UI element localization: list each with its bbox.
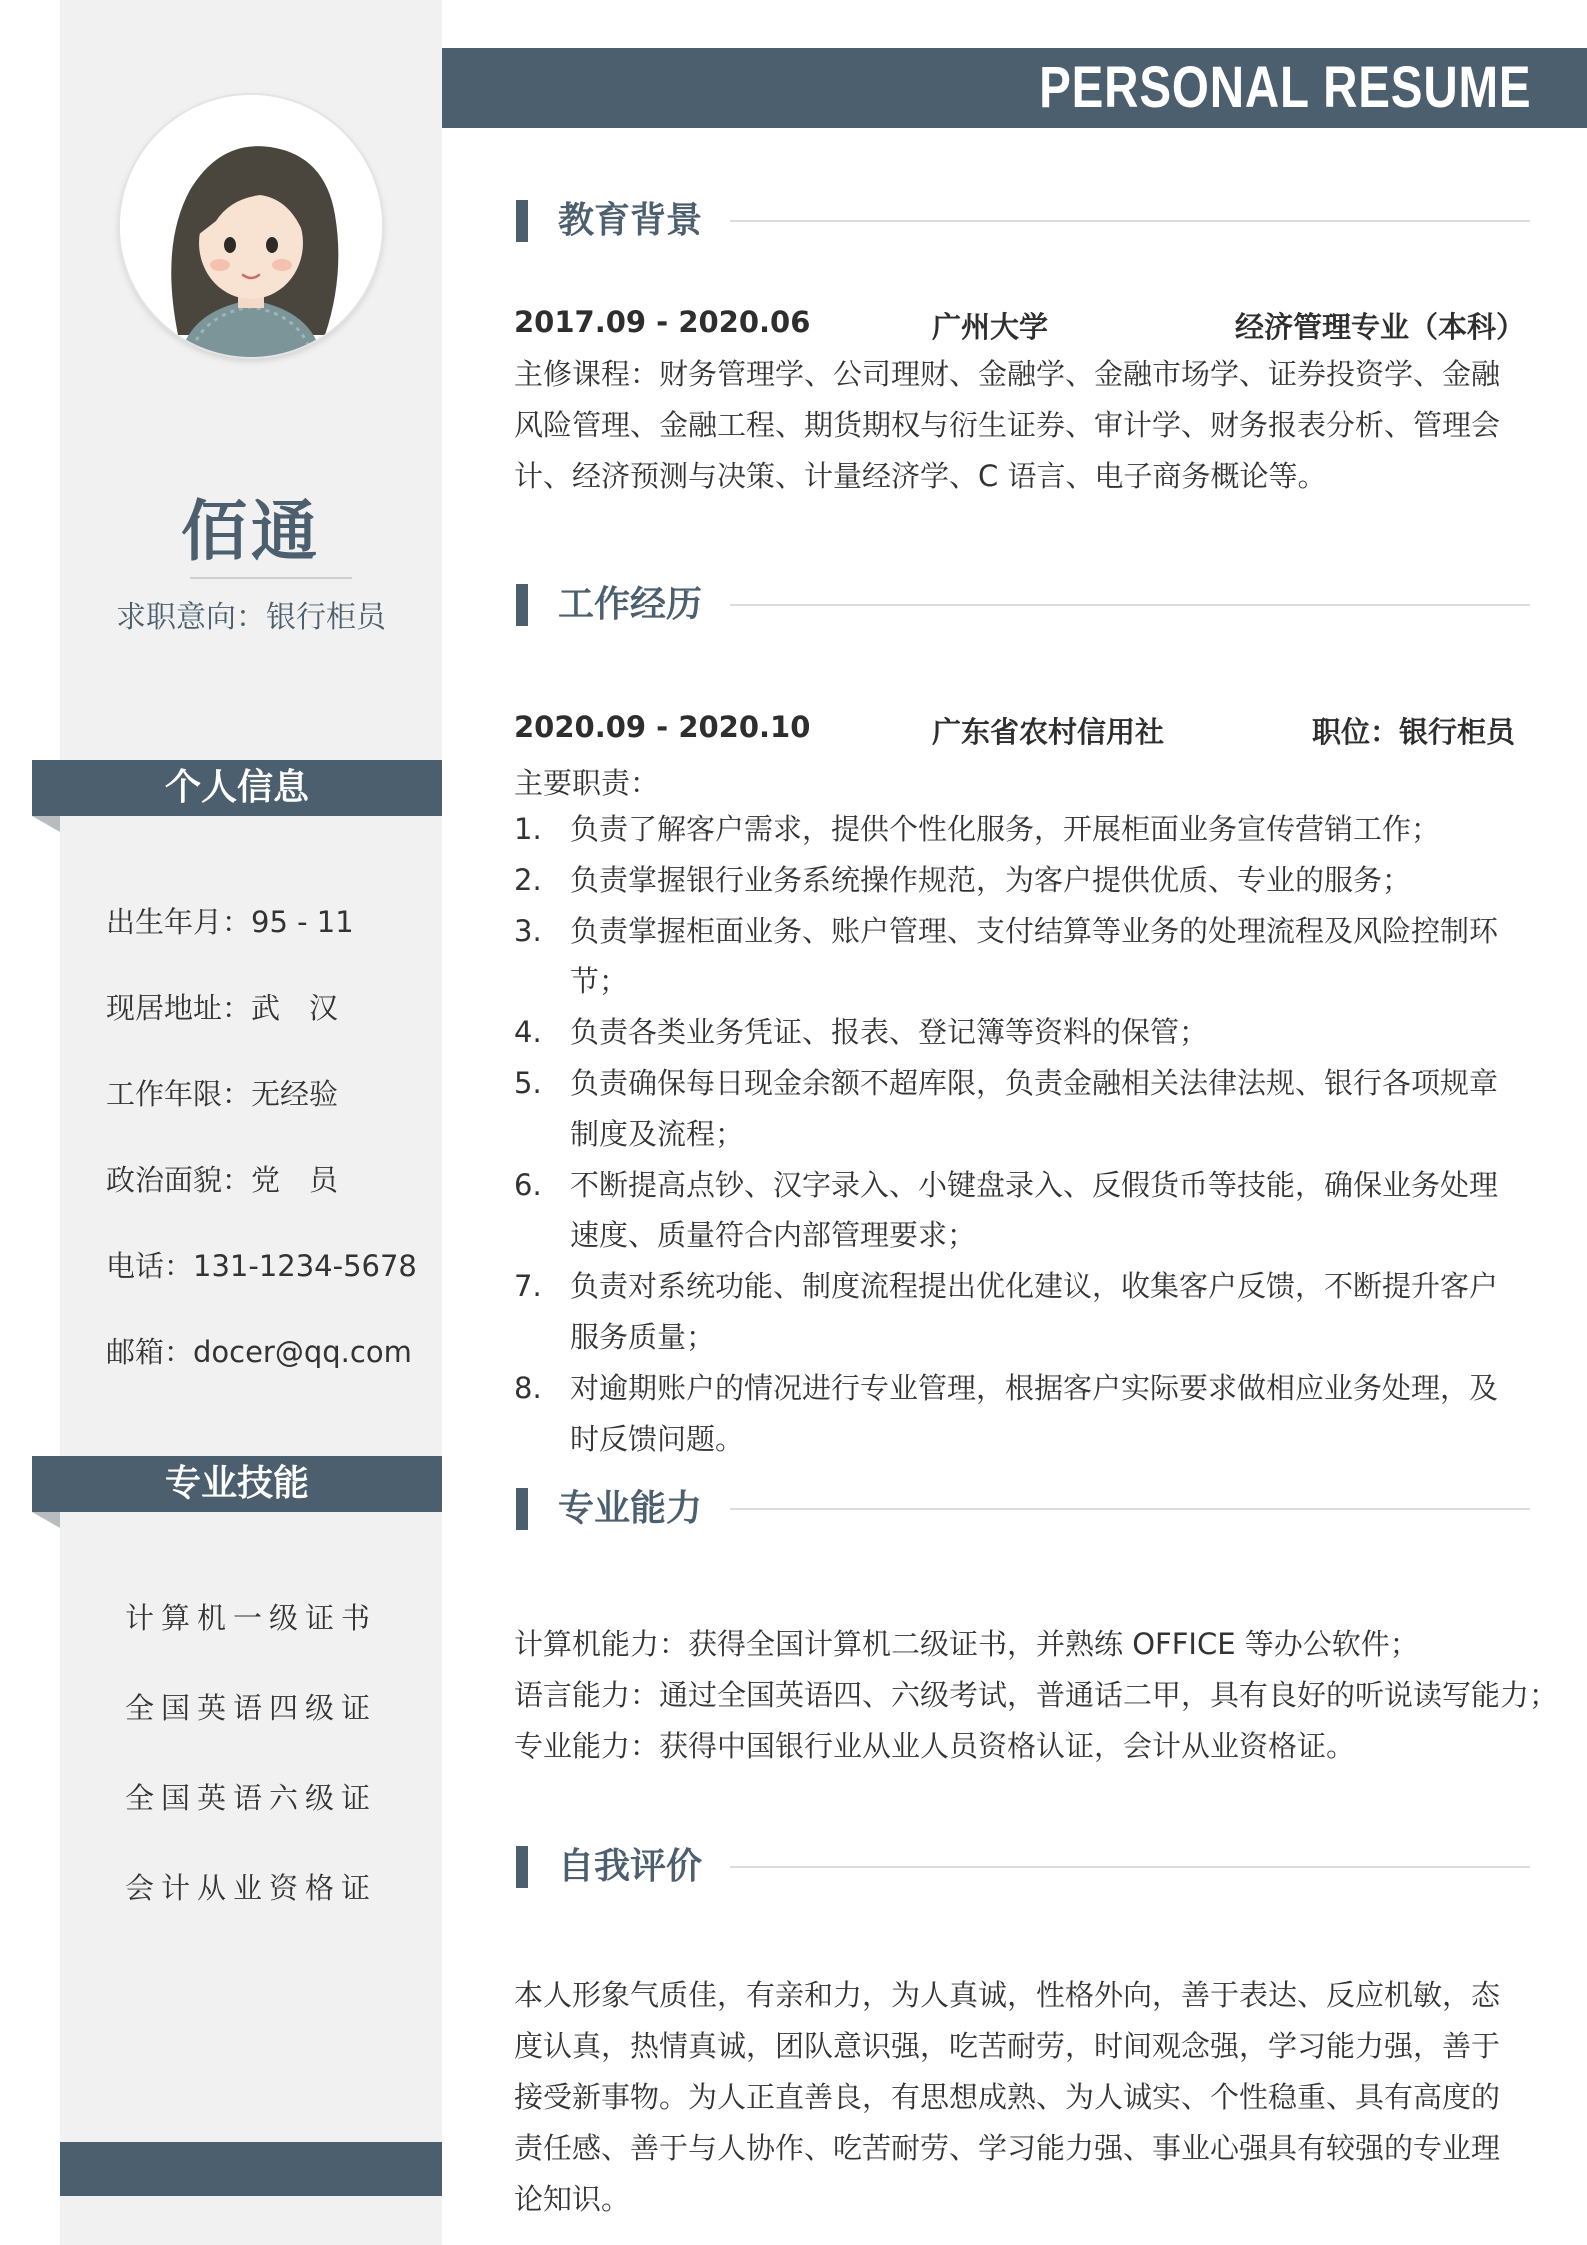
list-item: [514, 1261, 1526, 1363]
section-divider: [730, 1508, 1530, 1510]
self-eval-text: 本人形象气质佳，有亲和力，为人真诚，性格外向，善于表达、反应机敏，态度认真，热情真诚，团队意识强，吃苦耐劳，时间观念强，学习能力强，善于接受新事物。为人正直善良，有思想成熟、为人诚实、个性稳重、具有高度的责任感、善于与人协作、吃苦耐劳、学习能力强、事业心强具有较强的专业理论知识。: [514, 1978, 1501, 2216]
page-title: PERSONAL RESUME: [1038, 55, 1531, 120]
info-address: 现居地址：武 汉: [106, 991, 339, 1025]
section-abilities: [516, 1486, 1530, 1532]
list-item-text: 负责各类业务凭证、报表、登记簿等资料的保管；: [570, 1015, 1209, 1050]
section-marker: [516, 584, 528, 626]
list-item-text: 负责对系统功能、制度流程提出优化建议，收集客户反馈，不断提升客户服务质量；: [570, 1269, 1499, 1354]
education-courses: 主修课程：财务管理学、公司理财、金融学、金融市场学、证券投资学、金融风险管理、金融工程、期货期权与衍生证券、审计学、财务报表分析、管理会计、经济预测与决策、计量经济学、C 语言、电子商务概论等。: [514, 357, 1501, 493]
list-item-number: 4.: [514, 1015, 542, 1050]
list-item-number: 7.: [514, 1269, 542, 1304]
skill-item: 会计从业资格证: [124, 1871, 377, 1905]
personal-info-heading: [32, 760, 442, 816]
list-item-text: 负责了解客户需求，提供个性化服务，开展柜面业务宣传营销工作；: [570, 812, 1441, 846]
ribbon-fold: [32, 816, 60, 832]
section-abilities-title: 专业能力: [558, 1488, 703, 1529]
profile-name: 佰通: [181, 493, 321, 570]
skill-item: 计算机一级证书: [124, 1601, 377, 1635]
info-political: 政治面貌：党 员: [106, 1163, 339, 1197]
list-item-number: 1.: [514, 812, 542, 846]
info-birth: 出生年月：95 - 11: [106, 905, 354, 939]
list-item: [514, 855, 1526, 906]
work-company: 广东省农村信用社: [932, 715, 1165, 749]
sidebar-bottom-bar: [60, 2142, 442, 2196]
ability-line: 专业能力：获得中国银行业从业人员资格认证，会计从业资格证。: [514, 1729, 1356, 1763]
section-marker: [516, 1488, 528, 1530]
list-item-text: 负责确保每日现金余额不超库限，负责金融相关法律法规、银行各项规章制度及流程；: [570, 1065, 1499, 1151]
section-divider: [730, 220, 1530, 222]
ability-line: 计算机能力：获得全国计算机二级证书，并熟练 OFFICE 等办公软件；: [514, 1627, 1419, 1661]
header-bar: [442, 48, 1587, 128]
skill-item: 全国英语四级证: [124, 1691, 377, 1725]
list-item: [514, 1363, 1526, 1465]
section-divider: [730, 604, 1530, 606]
education-period: 2017.09 - 2020.06: [514, 305, 811, 339]
ribbon-fold: [32, 1512, 60, 1528]
list-item-number: 2.: [514, 862, 542, 897]
list-item-text: 对逾期账户的情况进行专业管理，根据客户实际要求做相应业务处理，及时反馈问题。: [570, 1370, 1499, 1456]
list-item-number: 3.: [514, 913, 542, 948]
section-self-eval: [516, 1844, 1530, 1890]
section-divider: [730, 1866, 1530, 1868]
avatar-illustration-icon: [120, 95, 382, 357]
skill-item: 全国英语六级证: [124, 1781, 377, 1815]
ability-line: 语言能力：通过全国英语四、六级考试，普通话二甲，具有良好的听说读写能力；: [514, 1678, 1559, 1712]
job-intent: 求职意向：银行柜员: [116, 600, 386, 635]
section-work: [516, 582, 1530, 628]
section-education-title: 教育背景: [558, 200, 703, 241]
education-major: 经济管理专业（本科）: [1234, 310, 1525, 344]
list-item-text: 不断提高点钞、汉字录入、小键盘录入、反假货币等技能，确保业务处理速度、质量符合内部管理要求；: [570, 1167, 1499, 1253]
list-item-text: 负责掌握柜面业务、账户管理、支付结算等业务的处理流程及风险控制环节；: [570, 913, 1499, 999]
list-item: [514, 906, 1526, 1008]
education-school: 广州大学: [932, 310, 1049, 344]
skills-heading: [32, 1456, 442, 1512]
list-item-text: 负责掌握银行业务系统操作规范，为客户提供优质、专业的服务；: [570, 862, 1412, 897]
name-divider: [190, 577, 352, 579]
list-item-number: 5.: [514, 1065, 542, 1100]
list-item-number: 8.: [514, 1370, 542, 1405]
section-education: [516, 198, 1530, 244]
section-marker: [516, 1846, 528, 1888]
list-item: [514, 1058, 1526, 1160]
list-item-number: 6.: [514, 1167, 542, 1202]
section-work-title: 工作经历: [558, 584, 703, 625]
work-period: 2020.09 - 2020.10: [514, 710, 811, 744]
list-item: [514, 804, 1526, 855]
info-phone: 电话：131-1234-5678: [106, 1249, 417, 1283]
info-experience: 工作年限：无经验: [106, 1077, 339, 1111]
info-email: 邮箱：docer@qq.com: [106, 1335, 412, 1369]
skills-heading-label: 专业技能: [164, 1463, 309, 1504]
list-item: [514, 1007, 1526, 1058]
personal-info-heading-label: 个人信息: [164, 767, 309, 808]
work-duties-label: 主要职责：: [514, 766, 660, 800]
section-marker: [516, 200, 528, 242]
work-duties-list: [514, 804, 1526, 1464]
section-self-eval-title: 自我评价: [558, 1846, 703, 1887]
list-item: [514, 1160, 1526, 1262]
work-position: 职位：银行柜员: [1311, 715, 1515, 749]
avatar: [120, 95, 382, 357]
